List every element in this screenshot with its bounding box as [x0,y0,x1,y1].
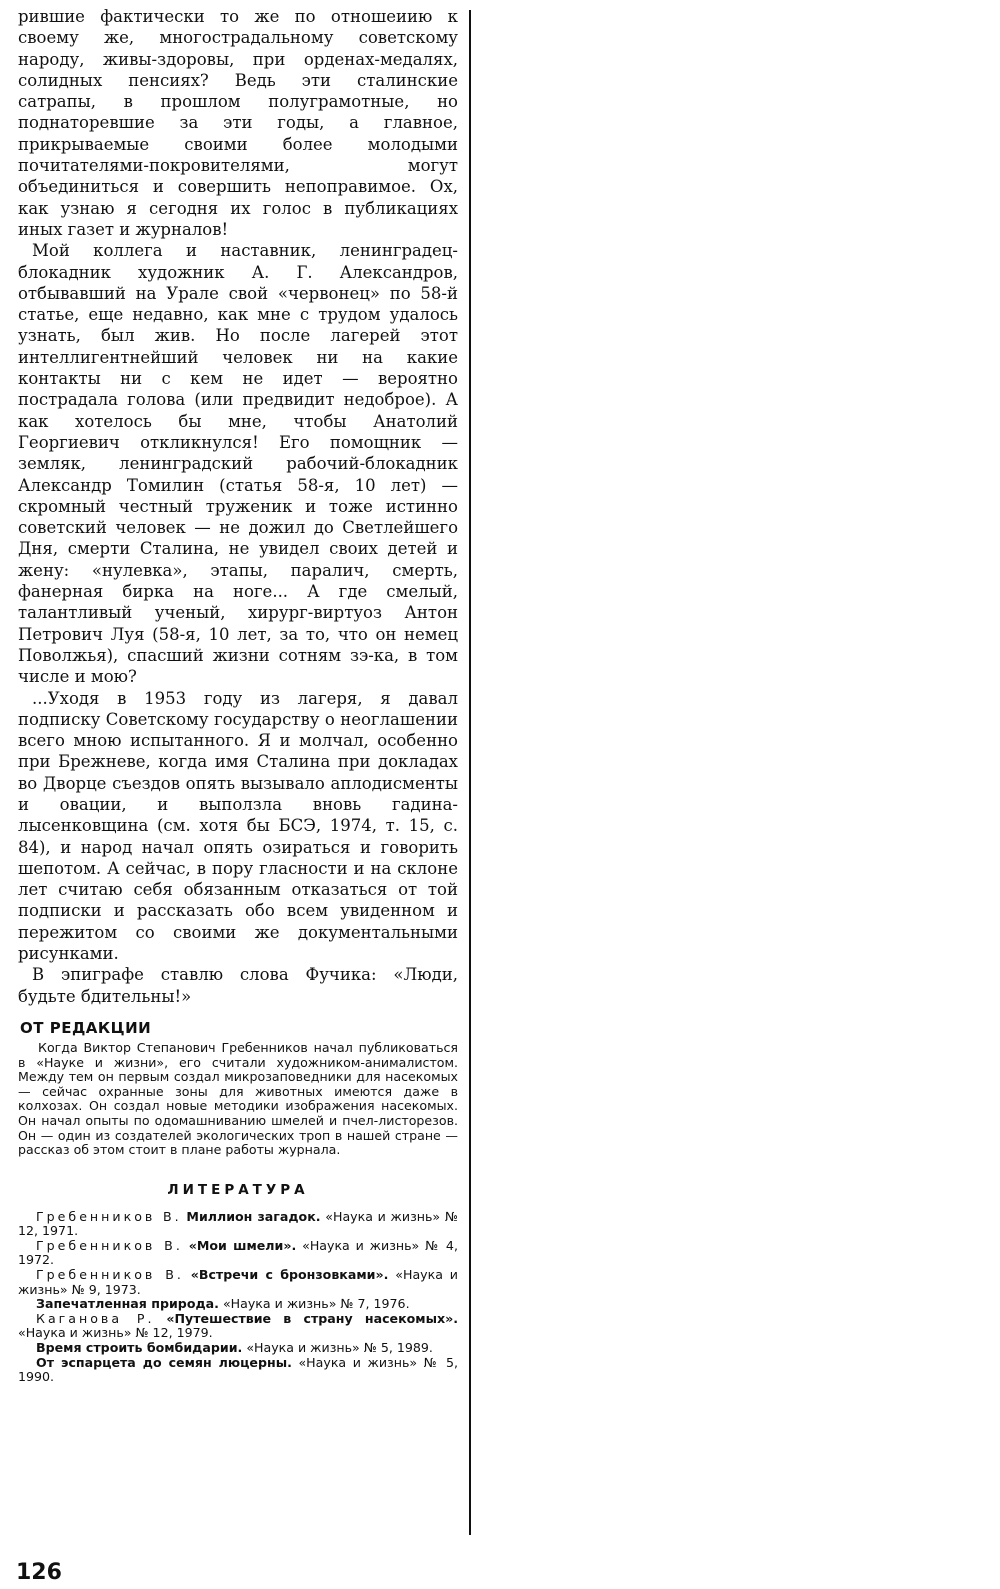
reference-source: «Наука и жизнь» № 7, 1976. [222,1296,410,1312]
reference-source: «Наука и жизнь» № 12, 1979. [18,1325,213,1341]
reference-title: Запечатленная природа. [36,1296,219,1312]
reference-author: Гребенников В. [36,1267,184,1283]
reference-source: «Наука и жизнь» № 12, 1971. [18,1208,458,1239]
page-number: 126 [16,1560,62,1585]
reference-source: «Наука и жизнь» № 5, 1989. [246,1340,433,1356]
article-paragraph-1: рившие фактически то же по отношеиию к своему же, многострадальному советскому народу, живы-здоровы, при орденах-медалях, солидных пенсиях? Ведь эти сталинские сатрапы, в прошлом полуграмотные, но поднаторевшие за эти годы, а главное, прикрываемые своими более молодыми почитателями-покровителями, могут объединиться и совершить непоправимое. Ох, как узнаю я сегодня их голос в публикациях иных газет и журналов! [18,7,458,239]
article-paragraph-4: В эпиграфе ставлю слова Фучика: «Люди, будьте бдительны!» [18,965,458,1006]
reference-source: «Наука и жизнь» № 4, 1972. [18,1237,458,1268]
reference-title: Время строить бомбидарии. [36,1340,243,1356]
reference-author: Гребенников В. [36,1208,182,1224]
reference-item [18,1341,458,1356]
reference-list [18,1210,458,1385]
reference-title: Миллион загадок. [186,1208,321,1224]
reference-source: «Наука и жизнь» № 9, 1973. [18,1267,458,1297]
reference-item [18,1297,458,1312]
reference-author: Гребенников В. [36,1237,183,1253]
reference-title: От эспарцета до семян люцерны. [36,1354,292,1370]
literature-title: ЛИТЕРАТУРА [167,1181,309,1198]
reference-item [18,1210,458,1239]
article-paragraph-3: ...Уходя в 1953 году из лагеря, я давал подписку Советскому государству о неоглашении всего мною испытанного. Я и молчал, особенно при Брежневе, когда имя Сталина при докладах во Дворце съездов опять вызывало аплодисменты и овации, и выползла вновь гадина-лысенковщина (см. хотя бы БСЭ, 1974, т. 15, с. 84), и народ начал опять озираться и говорить шепотом. А сейчас, в пору гласности и на склоне лет считаю себя обязанным отказаться от той подписки и рассказать обо всем увиденном и пережитом со своими же документальными рисунками. [18,688,458,964]
reference-item [18,1268,458,1297]
column-divider [469,10,471,1535]
reference-item [18,1312,458,1341]
editorial-note: Когда Виктор Степанович Гребенников начал публиковаться в «Науке и жизни», его считали художником-анималистом. Между тем он первым создал микрозаповедники для насекомых — сейчас охранные зоны для животных имеются даже в колхозах. Он создал новые методики изображения насекомых. Он начал опыты по одомашниванию шмелей и пчел-листорезов. Он — один из создателей экологических троп в нашей стране — рассказ об этом стоит в плане работы журнала. [18,1039,458,1158]
reference-title: «Путешествие в страну насекомых». [166,1310,459,1326]
reference-title: «Мои шмели». [188,1237,297,1253]
editorial-heading: ОТ РЕДАКЦИИ [20,1018,152,1037]
reference-title: «Встречи с бронзовками». [190,1267,389,1283]
article-column [18,6,458,1385]
article-paragraph-2: Мой коллега и наставник, ленинградец-блокадник художник А. Г. Александров, отбывавший на Урале свой «червонец» по 58-й статье, еще недавно, как мне с трудом удалось узнать, был жив. Но после лагерей этот интеллигентнейший человек ни на какие контакты ни с кем не идет — вероятно пострадала голова (или предвидит недоброе). А как хотелось бы мне, чтобы Анатолий Георгиевич откликнулся! Его помощник — земляк, ленинградский рабочий-блокадник Александр Томилин (статья 58-я, 10 лет) — скромный честный труженик и тоже истинно советский человек — не дожил до Светлейшего Дня, смерти Сталина, не увидел своих детей и жену: «нулевка», этапы, паралич, смерть, фанерная бирка на ноге... А где смелый, талантливый ученый, хирург-виртуоз Антон Петрович Луя (58-я, 10 лет, за то, что он немец Поволжья), спасший жизни сотням зэ-ка, в том числе и мою? [18,241,458,687]
reference-author: Каганова Р. [36,1310,155,1326]
reference-source: «Наука и жизнь» № 5, 1990. [18,1354,458,1385]
reference-item [18,1356,458,1385]
reference-item [18,1239,458,1268]
